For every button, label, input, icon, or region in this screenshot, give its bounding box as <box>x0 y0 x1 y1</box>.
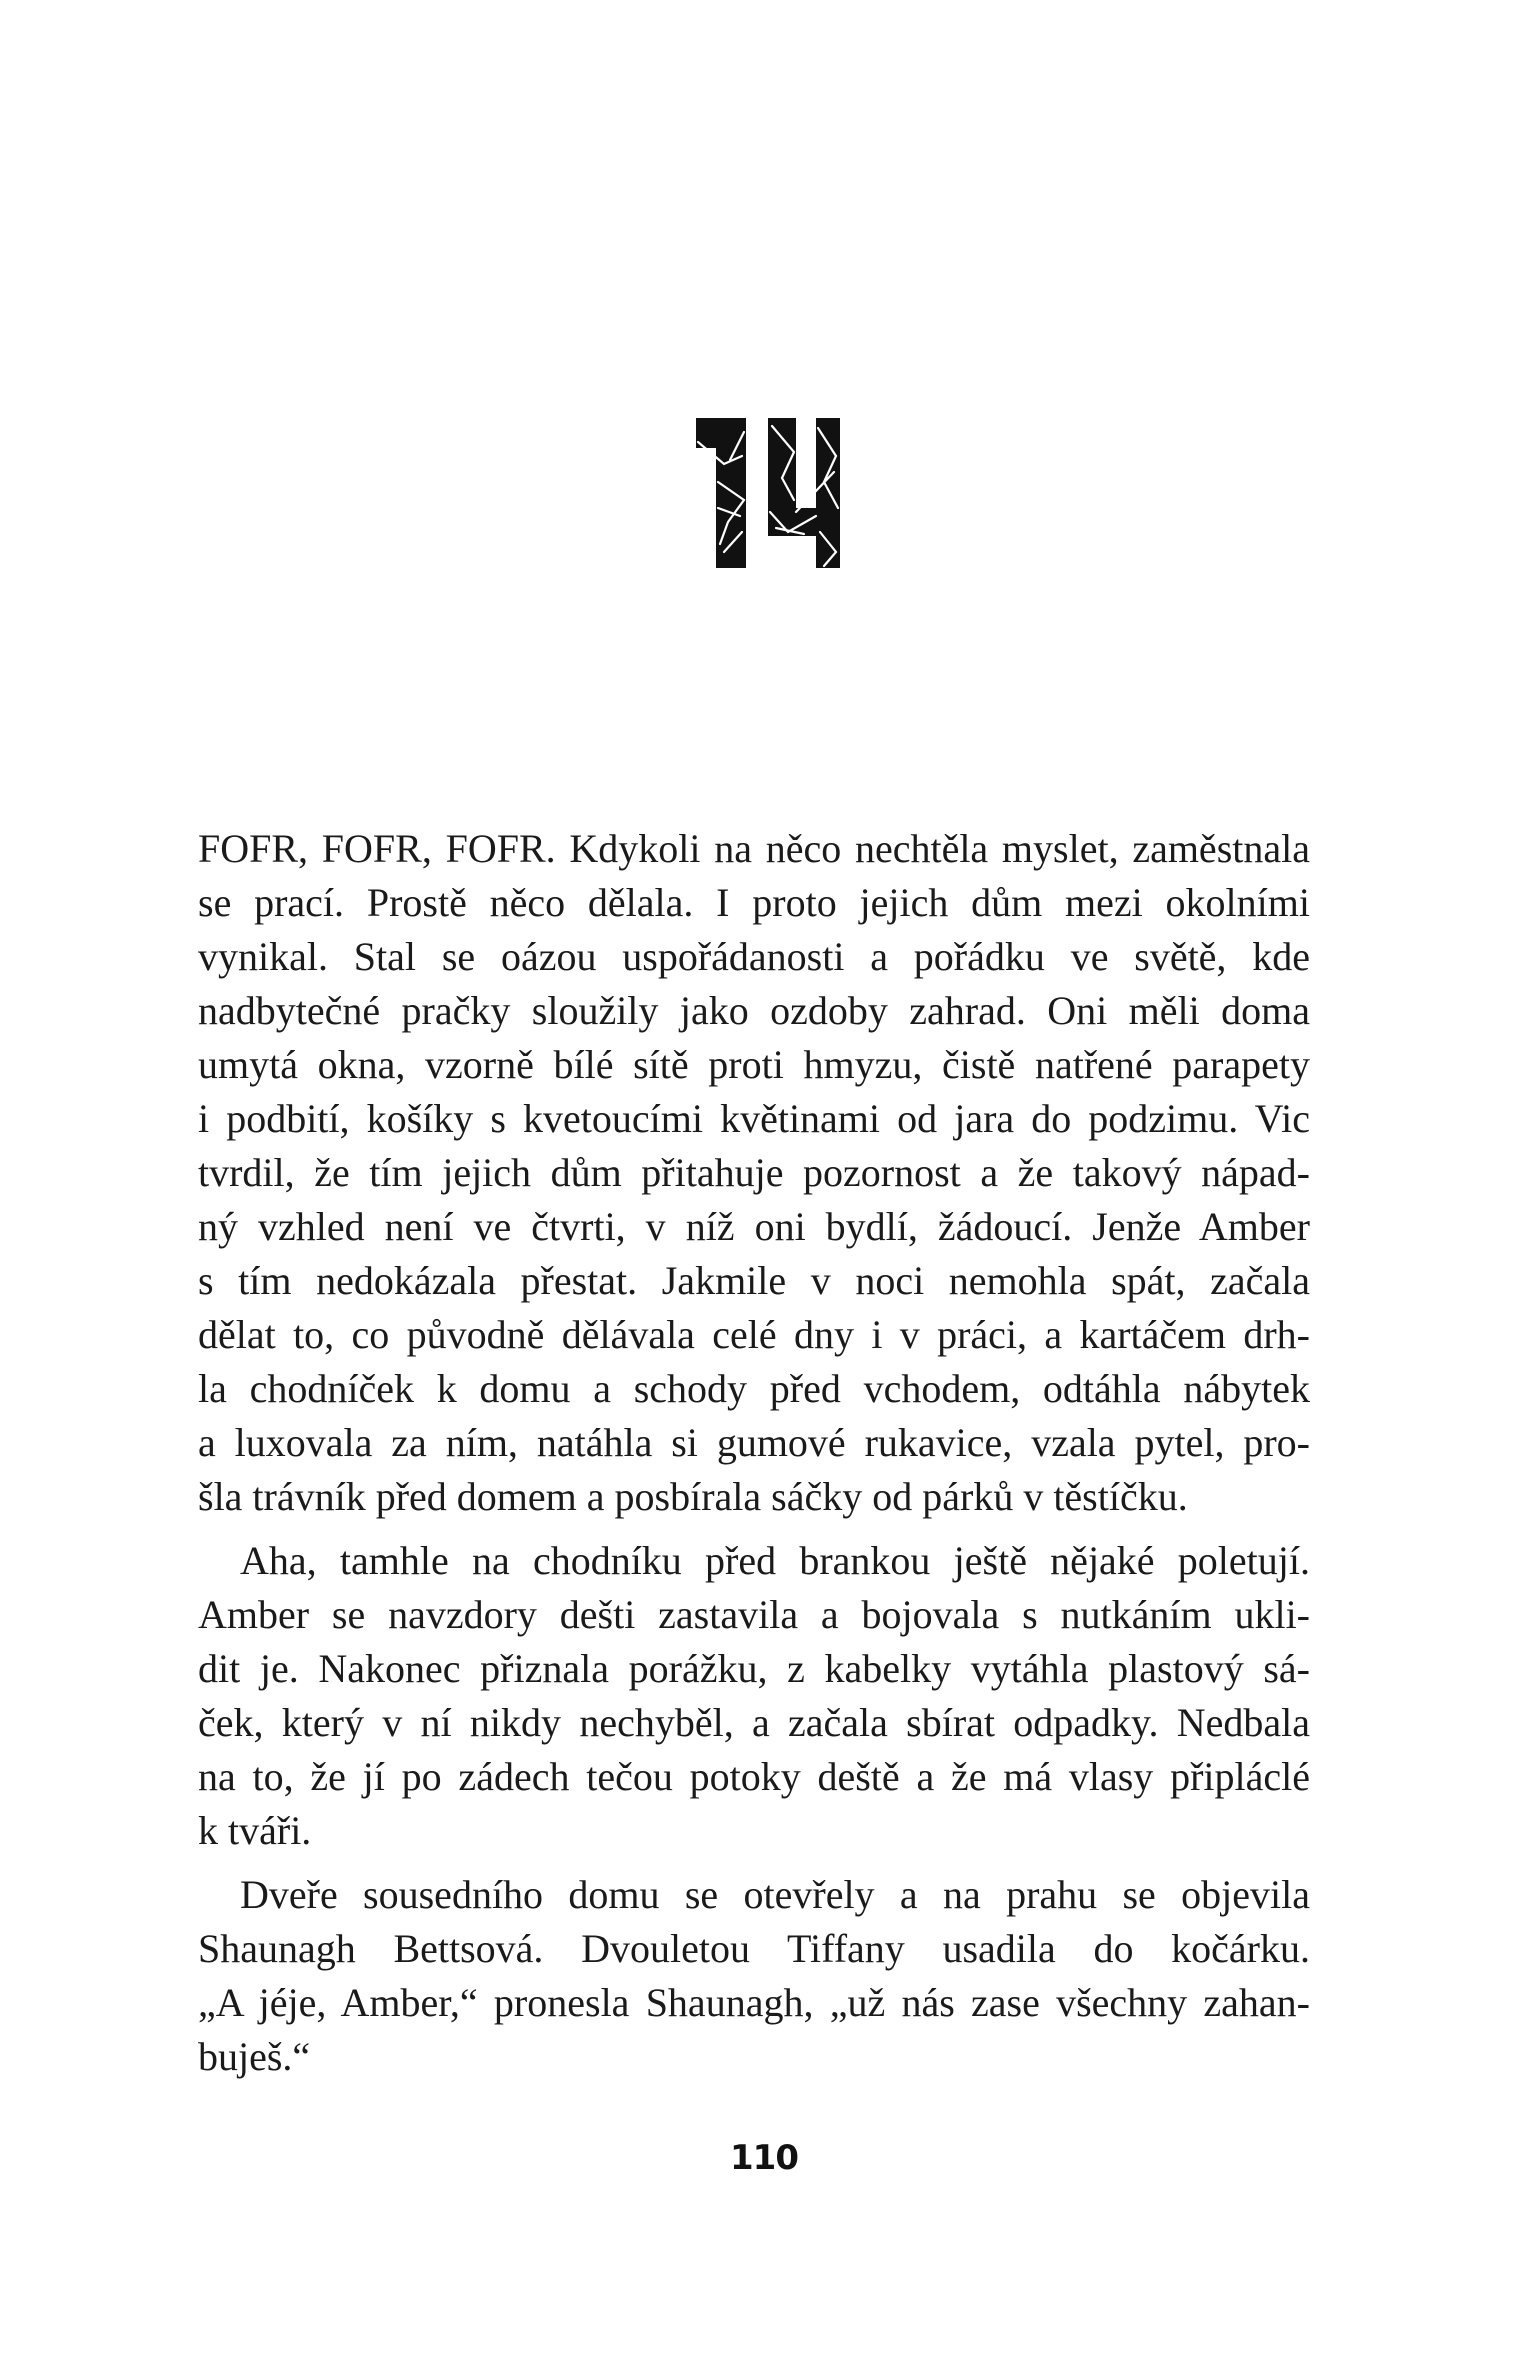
text-line: se prací. Prostě něco dělala. I proto jejich dům mezi okolními <box>198 880 1310 925</box>
text-line: i podbití, košíky s kvetoucími květinami od jara do podzimu. Vic <box>198 1096 1310 1141</box>
text-line: na to, že jí po zádech tečou potoky deště a že má vlasy připláclé <box>198 1754 1310 1799</box>
text-line: FOFR, FOFR, FOFR. Kdykoli na něco nechtěla myslet, zaměstnala <box>198 826 1310 871</box>
text-line: vynikal. Stal se oázou uspořádanosti a pořádku ve světě, kde <box>198 934 1310 979</box>
text-line: dit je. Nakonec přiznala porážku, z kabelky vytáhla plastový sá- <box>198 1646 1310 1691</box>
text-line: ček, který v ní nikdy nechyběl, a začala sbírat odpadky. Nedbala <box>198 1700 1310 1745</box>
text-line: s tím nedokázala přestat. Jakmile v noci nemohla spát, začala <box>198 1258 1310 1303</box>
page-number: 110 <box>730 2138 798 2178</box>
text-line: tvrdil, že tím jejich dům přitahuje pozornost a že takový nápad- <box>198 1150 1310 1195</box>
text-line: k tváři. <box>198 1808 312 1853</box>
text-line: buješ.“ <box>198 2034 311 2079</box>
text-line: šla trávník před domem a posbírala sáčky od párků v těstíčku. <box>198 1474 1188 1519</box>
text-line: Shaunagh Bettsová. Dvouletou Tiffany usadila do kočárku. <box>198 1926 1310 1971</box>
chapter-number <box>684 412 844 572</box>
text-line: umytá okna, vzorně bílé sítě proti hmyzu, čistě natřené parapety <box>198 1042 1310 1087</box>
cracked-chapter-number-icon <box>684 412 844 572</box>
text-line: Dveře sousedního domu se otevřely a na prahu se objevila <box>240 1872 1310 1917</box>
text-line: la chodníček k domu a schody před vchodem, odtáhla nábytek <box>198 1366 1310 1411</box>
body-text <box>198 822 1310 2084</box>
text-line: dělat to, co původně dělávala celé dny i v práci, a kartáčem drh- <box>198 1312 1310 1357</box>
text-line: ný vzhled není ve čtvrti, v níž oni bydlí, žádoucí. Jenže Amber <box>198 1204 1310 1249</box>
text-line: Aha, tamhle na chodníku před brankou ještě nějaké poletují. <box>240 1538 1310 1583</box>
text-line: Amber se navzdory dešti zastavila a bojovala s nutkáním ukli- <box>198 1592 1310 1637</box>
text-line: nadbytečné pračky sloužily jako ozdoby zahrad. Oni měli doma <box>198 988 1310 1033</box>
text-line: a luxovala za ním, natáhla si gumové rukavice, vzala pytel, pro- <box>198 1420 1310 1465</box>
text-line: „A jéje, Amber,“ pronesla Shaunagh, „už nás zase všechny zahan- <box>198 1980 1310 2025</box>
